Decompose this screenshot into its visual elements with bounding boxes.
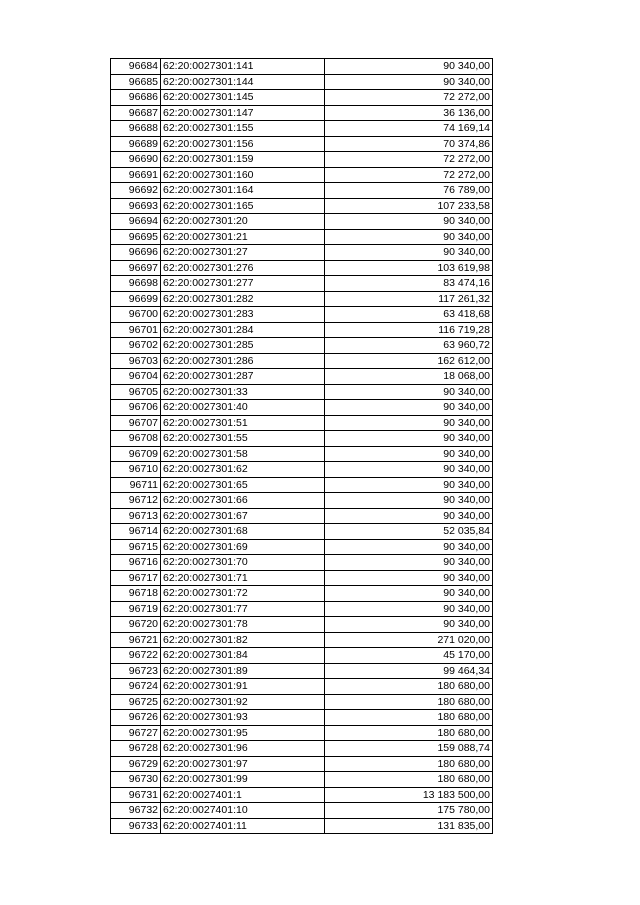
cadastral-value: 74 169,14 [325, 121, 493, 137]
cadastral-value: 45 170,00 [325, 648, 493, 664]
table-row [111, 617, 493, 633]
row-number: 96684 [111, 59, 161, 75]
table-row [111, 291, 493, 307]
table-row [111, 462, 493, 478]
cadastral-value: 70 374,86 [325, 136, 493, 152]
cadastral-number: 62:20:0027301:89 [161, 663, 325, 679]
row-number: 96694 [111, 214, 161, 230]
cadastral-value: 83 474,16 [325, 276, 493, 292]
cadastral-value: 180 680,00 [325, 725, 493, 741]
row-number: 96732 [111, 803, 161, 819]
cadastral-value: 90 340,00 [325, 214, 493, 230]
table-row [111, 353, 493, 369]
cadastral-value: 90 340,00 [325, 477, 493, 493]
table-row [111, 648, 493, 664]
row-number: 96700 [111, 307, 161, 323]
table-row [111, 756, 493, 772]
cadastral-number: 62:20:0027301:286 [161, 353, 325, 369]
table-row [111, 663, 493, 679]
row-number: 96728 [111, 741, 161, 757]
cadastral-number: 62:20:0027301:147 [161, 105, 325, 121]
cadastral-number: 62:20:0027301:92 [161, 694, 325, 710]
cadastral-value: 103 619,98 [325, 260, 493, 276]
table-row [111, 74, 493, 90]
cadastral-value: 162 612,00 [325, 353, 493, 369]
cadastral-value: 90 340,00 [325, 601, 493, 617]
row-number: 96721 [111, 632, 161, 648]
cadastral-number: 62:20:0027301:155 [161, 121, 325, 137]
table-row [111, 136, 493, 152]
cadastral-value: 180 680,00 [325, 694, 493, 710]
cadastral-value-table [110, 58, 493, 834]
table-row [111, 198, 493, 214]
cadastral-number: 62:20:0027301:95 [161, 725, 325, 741]
row-number: 96730 [111, 772, 161, 788]
row-number: 96695 [111, 229, 161, 245]
row-number: 96688 [111, 121, 161, 137]
cadastral-number: 62:20:0027301:284 [161, 322, 325, 338]
table-row [111, 803, 493, 819]
cadastral-number: 62:20:0027301:287 [161, 369, 325, 385]
cadastral-number: 62:20:0027301:141 [161, 59, 325, 75]
cadastral-value: 90 340,00 [325, 415, 493, 431]
table-row [111, 524, 493, 540]
cadastral-number: 62:20:0027301:20 [161, 214, 325, 230]
row-number: 96717 [111, 570, 161, 586]
cadastral-number: 62:20:0027301:97 [161, 756, 325, 772]
table-row [111, 570, 493, 586]
cadastral-number: 62:20:0027301:84 [161, 648, 325, 664]
row-number: 96689 [111, 136, 161, 152]
table-row [111, 586, 493, 602]
cadastral-number: 62:20:0027301:277 [161, 276, 325, 292]
row-number: 96727 [111, 725, 161, 741]
table-row [111, 555, 493, 571]
cadastral-number: 62:20:0027301:33 [161, 384, 325, 400]
cadastral-value: 90 340,00 [325, 229, 493, 245]
row-number: 96718 [111, 586, 161, 602]
table-row [111, 415, 493, 431]
row-number: 96712 [111, 493, 161, 509]
cadastral-number: 62:20:0027301:65 [161, 477, 325, 493]
row-number: 96724 [111, 679, 161, 695]
cadastral-value: 90 340,00 [325, 508, 493, 524]
cadastral-value: 131 835,00 [325, 818, 493, 834]
row-number: 96706 [111, 400, 161, 416]
cadastral-number: 62:20:0027401:11 [161, 818, 325, 834]
row-number: 96709 [111, 446, 161, 462]
cadastral-number: 62:20:0027301:160 [161, 167, 325, 183]
cadastral-number: 62:20:0027301:27 [161, 245, 325, 261]
cadastral-number: 62:20:0027301:145 [161, 90, 325, 106]
cadastral-number: 62:20:0027301:67 [161, 508, 325, 524]
cadastral-value: 90 340,00 [325, 74, 493, 90]
table-row [111, 694, 493, 710]
table-row [111, 787, 493, 803]
cadastral-number: 62:20:0027301:99 [161, 772, 325, 788]
row-number: 96726 [111, 710, 161, 726]
table-row [111, 400, 493, 416]
cadastral-value: 180 680,00 [325, 679, 493, 695]
cadastral-number: 62:20:0027301:93 [161, 710, 325, 726]
table-row [111, 369, 493, 385]
cadastral-number: 62:20:0027301:51 [161, 415, 325, 431]
cadastral-number: 62:20:0027301:21 [161, 229, 325, 245]
cadastral-value: 175 780,00 [325, 803, 493, 819]
cadastral-value: 90 340,00 [325, 617, 493, 633]
row-number: 96723 [111, 663, 161, 679]
cadastral-number: 62:20:0027401:10 [161, 803, 325, 819]
row-number: 96705 [111, 384, 161, 400]
table-row [111, 632, 493, 648]
table-row [111, 493, 493, 509]
cadastral-number: 62:20:0027301:69 [161, 539, 325, 555]
table-row [111, 338, 493, 354]
table-row [111, 384, 493, 400]
row-number: 96713 [111, 508, 161, 524]
cadastral-value: 90 340,00 [325, 446, 493, 462]
cadastral-number: 62:20:0027301:71 [161, 570, 325, 586]
cadastral-number: 62:20:0027301:164 [161, 183, 325, 199]
table-row [111, 679, 493, 695]
row-number: 96719 [111, 601, 161, 617]
row-number: 96702 [111, 338, 161, 354]
cadastral-number: 62:20:0027301:70 [161, 555, 325, 571]
cadastral-number: 62:20:0027301:96 [161, 741, 325, 757]
row-number: 96687 [111, 105, 161, 121]
cadastral-value: 76 789,00 [325, 183, 493, 199]
cadastral-value: 90 340,00 [325, 400, 493, 416]
table-row [111, 59, 493, 75]
cadastral-value: 18 068,00 [325, 369, 493, 385]
cadastral-value: 90 340,00 [325, 570, 493, 586]
table-row [111, 710, 493, 726]
cadastral-value: 63 418,68 [325, 307, 493, 323]
cadastral-value: 271 020,00 [325, 632, 493, 648]
table-row [111, 167, 493, 183]
table-row [111, 725, 493, 741]
table-row [111, 307, 493, 323]
table-row [111, 431, 493, 447]
row-number: 96725 [111, 694, 161, 710]
cadastral-value: 90 340,00 [325, 539, 493, 555]
cadastral-number: 62:20:0027301:165 [161, 198, 325, 214]
row-number: 96699 [111, 291, 161, 307]
table-row [111, 508, 493, 524]
row-number: 96720 [111, 617, 161, 633]
cadastral-value: 36 136,00 [325, 105, 493, 121]
row-number: 96711 [111, 477, 161, 493]
table-row [111, 105, 493, 121]
cadastral-number: 62:20:0027301:156 [161, 136, 325, 152]
table-row [111, 539, 493, 555]
row-number: 96698 [111, 276, 161, 292]
cadastral-value: 107 233,58 [325, 198, 493, 214]
row-number: 96690 [111, 152, 161, 168]
cadastral-number: 62:20:0027401:1 [161, 787, 325, 803]
cadastral-number: 62:20:0027301:66 [161, 493, 325, 509]
cadastral-value: 180 680,00 [325, 772, 493, 788]
table-row [111, 772, 493, 788]
cadastral-number: 62:20:0027301:68 [161, 524, 325, 540]
cadastral-number: 62:20:0027301:77 [161, 601, 325, 617]
table-row [111, 276, 493, 292]
row-number: 96696 [111, 245, 161, 261]
cadastral-value: 52 035,84 [325, 524, 493, 540]
cadastral-number: 62:20:0027301:285 [161, 338, 325, 354]
cadastral-value: 90 340,00 [325, 431, 493, 447]
cadastral-number: 62:20:0027301:144 [161, 74, 325, 90]
cadastral-number: 62:20:0027301:282 [161, 291, 325, 307]
row-number: 96707 [111, 415, 161, 431]
row-number: 96733 [111, 818, 161, 834]
cadastral-number: 62:20:0027301:159 [161, 152, 325, 168]
cadastral-value: 90 340,00 [325, 555, 493, 571]
cadastral-number: 62:20:0027301:62 [161, 462, 325, 478]
row-number: 96729 [111, 756, 161, 772]
cadastral-value: 90 340,00 [325, 384, 493, 400]
row-number: 96703 [111, 353, 161, 369]
cadastral-value: 116 719,28 [325, 322, 493, 338]
cadastral-number: 62:20:0027301:82 [161, 632, 325, 648]
table-row [111, 214, 493, 230]
cadastral-value: 13 183 500,00 [325, 787, 493, 803]
row-number: 96691 [111, 167, 161, 183]
table-row [111, 260, 493, 276]
row-number: 96731 [111, 787, 161, 803]
row-number: 96716 [111, 555, 161, 571]
cadastral-number: 62:20:0027301:283 [161, 307, 325, 323]
row-number: 96686 [111, 90, 161, 106]
cadastral-value: 90 340,00 [325, 462, 493, 478]
cadastral-value: 159 088,74 [325, 741, 493, 757]
table-row [111, 601, 493, 617]
cadastral-value: 72 272,00 [325, 90, 493, 106]
row-number: 96722 [111, 648, 161, 664]
row-number: 96693 [111, 198, 161, 214]
row-number: 96685 [111, 74, 161, 90]
table-row [111, 183, 493, 199]
table-body [111, 59, 493, 834]
table-row [111, 152, 493, 168]
cadastral-value: 90 340,00 [325, 493, 493, 509]
row-number: 96715 [111, 539, 161, 555]
table-row [111, 229, 493, 245]
row-number: 96708 [111, 431, 161, 447]
table-row [111, 121, 493, 137]
cadastral-number: 62:20:0027301:40 [161, 400, 325, 416]
cadastral-number: 62:20:0027301:58 [161, 446, 325, 462]
table-row [111, 90, 493, 106]
cadastral-number: 62:20:0027301:91 [161, 679, 325, 695]
cadastral-value: 72 272,00 [325, 167, 493, 183]
table-row [111, 322, 493, 338]
table-row [111, 245, 493, 261]
cadastral-value: 99 464,34 [325, 663, 493, 679]
cadastral-value: 117 261,32 [325, 291, 493, 307]
row-number: 96714 [111, 524, 161, 540]
cadastral-number: 62:20:0027301:72 [161, 586, 325, 602]
row-number: 96701 [111, 322, 161, 338]
row-number: 96710 [111, 462, 161, 478]
cadastral-number: 62:20:0027301:78 [161, 617, 325, 633]
row-number: 96692 [111, 183, 161, 199]
cadastral-number: 62:20:0027301:55 [161, 431, 325, 447]
cadastral-value: 180 680,00 [325, 756, 493, 772]
cadastral-value: 90 340,00 [325, 586, 493, 602]
cadastral-value: 90 340,00 [325, 245, 493, 261]
cadastral-value: 63 960,72 [325, 338, 493, 354]
cadastral-number: 62:20:0027301:276 [161, 260, 325, 276]
table-row [111, 818, 493, 834]
row-number: 96697 [111, 260, 161, 276]
table-row [111, 477, 493, 493]
table-row [111, 741, 493, 757]
table-row [111, 446, 493, 462]
cadastral-value: 180 680,00 [325, 710, 493, 726]
row-number: 96704 [111, 369, 161, 385]
cadastral-value: 90 340,00 [325, 59, 493, 75]
cadastral-value: 72 272,00 [325, 152, 493, 168]
